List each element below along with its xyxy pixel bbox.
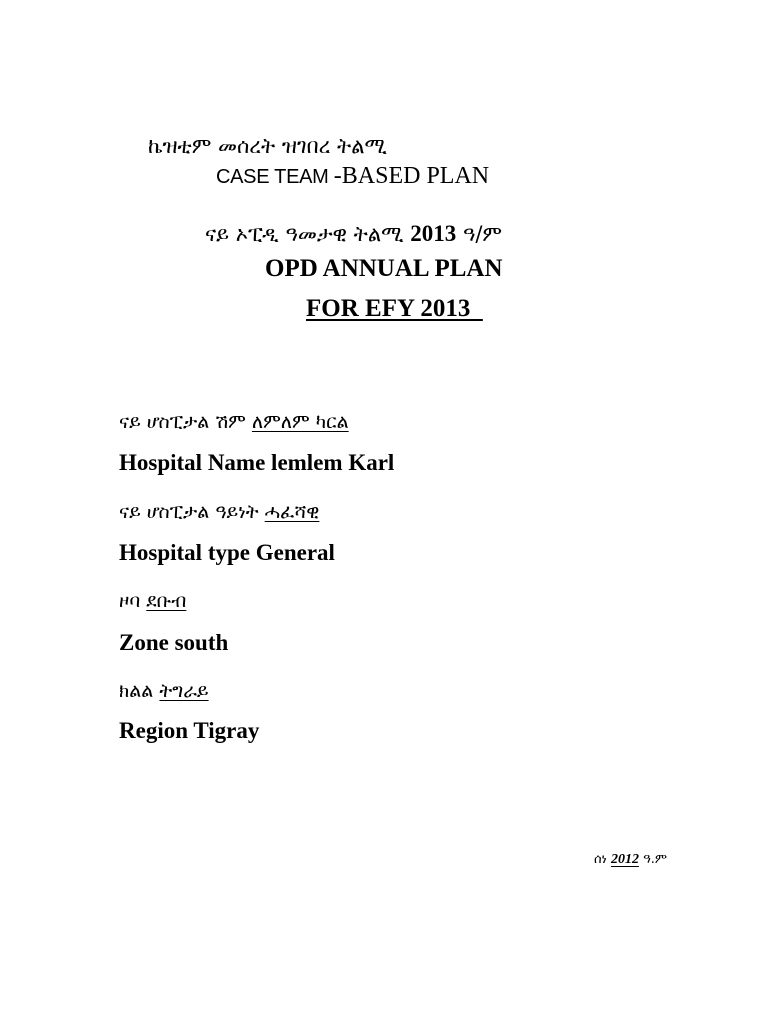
hospital-type-english: Hospital type General bbox=[119, 540, 335, 565]
title-tigrinya: ኬዝቲም መሰረት ዝገበረ ትልሚ bbox=[148, 134, 387, 158]
opd-title-tigrinya: ናይ ኦፒዲ ዓመታዊ ትልሚ 2013 ዓ/ም bbox=[205, 221, 503, 246]
title-based-plan: -BASED PLAN bbox=[333, 163, 490, 189]
zone-value: ደቡብ bbox=[146, 590, 187, 612]
document-date: ሰነ 2012 ዓ.ም bbox=[594, 852, 668, 867]
hospital-name-value: ለምለም ካርል bbox=[251, 411, 349, 433]
hospital-name-tigrinya: ናይ ሆስፒታል ሽም ለምለም ካርል bbox=[119, 411, 349, 433]
hospital-type-value: ሓፈሻዊ bbox=[264, 501, 320, 523]
hospital-name-english: Hospital Name lemlem Karl bbox=[119, 450, 395, 475]
region-value: ትግራይ bbox=[159, 680, 209, 702]
efy-title: FOR EFY 2013 bbox=[306, 295, 483, 322]
zone-tigrinya: ዞባ ደቡብ bbox=[119, 590, 187, 612]
region-english: Region Tigray bbox=[119, 718, 260, 743]
date-year: 2012 bbox=[610, 852, 639, 867]
region-tigrinya: ክልል ትግራይ bbox=[119, 680, 209, 702]
hospital-type-tigrinya: ናይ ሆስፒታል ዓይነት ሓፈሻዊ bbox=[119, 501, 320, 523]
opd-title-english: OPD ANNUAL PLAN bbox=[265, 255, 503, 282]
title-case-team: CASE TEAM bbox=[216, 166, 334, 188]
title-english bbox=[216, 163, 489, 190]
zone-english: Zone south bbox=[119, 630, 229, 655]
